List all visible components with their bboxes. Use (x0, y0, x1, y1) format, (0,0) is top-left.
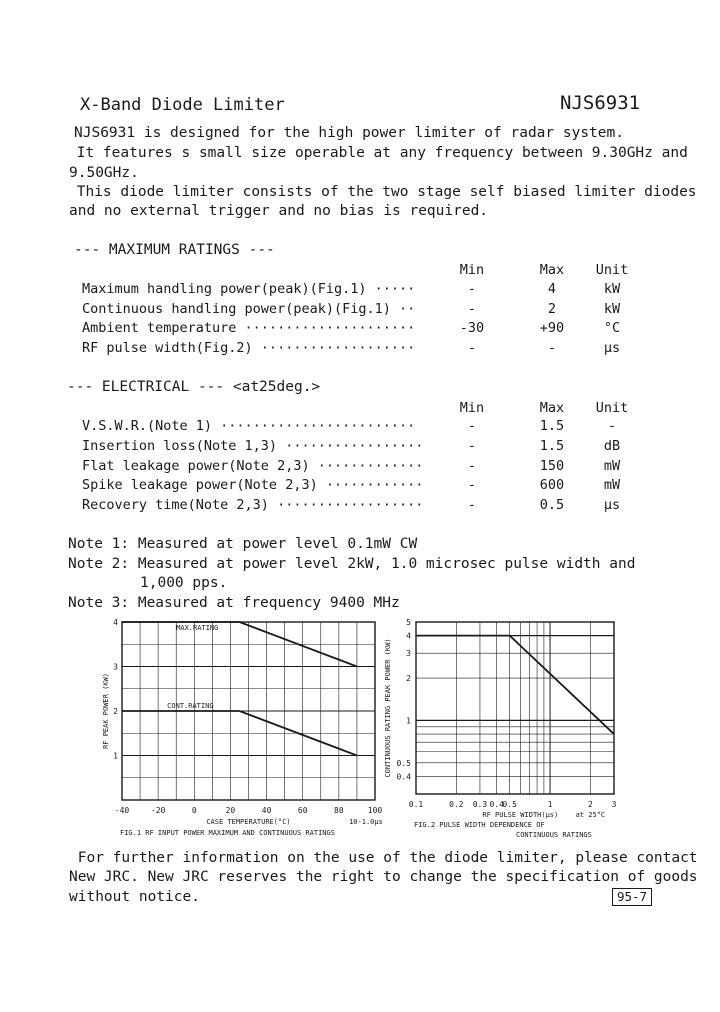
fig2-y-tick-label: 1 (406, 716, 411, 726)
fig2-y-tick-label: 4 (406, 631, 411, 641)
intro-line: It features s small size operable at any frequency between 9.30GHz and (68, 145, 688, 161)
param-max: +90 (539, 320, 565, 336)
param-max: 2 (547, 301, 557, 317)
fig2-chart (376, 612, 622, 848)
fig2-x-tick-label: 3 (611, 800, 617, 809)
electrical-header-row (82, 400, 652, 418)
fig1-y-tick-label: 2 (113, 707, 118, 716)
param-max: 1.5 (539, 438, 565, 454)
fig2-x-tick-label: 2 (587, 800, 593, 809)
param-max: 150 (539, 458, 565, 474)
max-rating-row (82, 340, 652, 358)
fig2-y-axis-label: CONTINUOUS RATING PEAK POWER (KW) (384, 638, 392, 778)
param-max: 0.5 (539, 497, 565, 513)
note-2-continued: 1,000 pps. (140, 575, 228, 591)
intro-line: This diode limiter consists of the two stage self biased limiter diodes (68, 184, 697, 200)
max-ratings-heading: --- MAXIMUM RATINGS --- (74, 242, 275, 258)
fig2-x-tick-label: 0.3 (472, 800, 488, 809)
fig1-x-tick-label: 100 (367, 806, 383, 815)
param-unit: mW (603, 477, 621, 493)
fig2-series-line (416, 636, 614, 734)
note-1: Note 1: Measured at power level 0.1mW CW (68, 536, 418, 552)
col-min: Min (459, 400, 485, 416)
fig1-y-tick-label: 4 (113, 618, 118, 627)
electrical-row (82, 438, 652, 456)
param-label: Continuous handling power(peak)(Fig.1) ·· (82, 301, 416, 317)
fig1-y-tick-label: 3 (113, 662, 118, 672)
col-max: Max (539, 262, 565, 278)
fig1-annotation: MAX.RATING (176, 624, 219, 632)
param-min: - (467, 458, 477, 474)
fig2-x-axis-label: RF PULSE WIDTH(μs) (482, 811, 559, 819)
param-min: - (467, 340, 477, 356)
param-max: 600 (539, 477, 565, 493)
param-min: - (467, 438, 477, 454)
fig2-y-tick-label: 2 (406, 674, 411, 684)
fig2-x-tick-label: 1 (547, 800, 553, 809)
fig1-chart (100, 612, 395, 844)
fig2-title-continued: CONTINUOUS RATINGS (516, 831, 592, 839)
param-unit: μs (603, 340, 621, 356)
part-number: NJS6931 (560, 92, 641, 114)
electrical-row (82, 458, 652, 476)
param-unit: mW (603, 458, 621, 474)
note-2: Note 2: Measured at power level 2kW, 1.0 microsec pulse width and (68, 556, 636, 572)
fig2-y-tick-label: 5 (406, 618, 411, 627)
param-label: Maximum handling power(peak)(Fig.1) ····· (82, 281, 416, 297)
fig1-x-tick-label: 20 (225, 806, 236, 815)
fig1-x-tick-label: 60 (297, 806, 308, 815)
footer-line: New JRC. New JRC reserves the right to change the specification of goods (69, 869, 698, 885)
param-unit: °C (603, 320, 621, 336)
param-label: RF pulse width(Fig.2) ··················· (82, 340, 416, 356)
fig1-title: FIG.1 RF INPUT POWER MAXIMUM AND CONTINUOUS RATINGS (120, 829, 335, 837)
fig1-y-tick-label: 1 (113, 751, 118, 761)
param-unit: μs (603, 497, 621, 513)
fig2-x-tick-label: 0.5 (502, 800, 517, 809)
fig2-y-tick-label: 0.5 (396, 758, 411, 768)
intro-line: 9.50GHz. (69, 165, 139, 181)
param-label: Recovery time(Note 2,3) ·················· (82, 497, 424, 513)
fig1-x-tick-label: 40 (261, 806, 272, 815)
electrical-row (82, 418, 652, 436)
param-min: - (467, 301, 477, 317)
col-unit: Unit (595, 400, 629, 416)
param-min: - (467, 497, 477, 513)
param-min: -30 (459, 320, 485, 336)
max-rating-row (82, 320, 652, 338)
note-3: Note 3: Measured at frequency 9400 MHz (68, 595, 400, 611)
param-unit: kW (603, 301, 621, 317)
fig2-x-tick-label: 0.1 (408, 800, 424, 809)
param-label: Insertion loss(Note 1,3) ················· (82, 438, 424, 454)
fig1-x-tick-label: -40 (114, 806, 130, 815)
fig2-y-tick-label: 3 (406, 649, 411, 659)
col-unit: Unit (595, 262, 629, 278)
footer-line: For further information on the use of the diode limiter, please contact (69, 850, 698, 866)
param-min: - (467, 418, 477, 434)
intro-line: and no external trigger and no bias is required. (69, 203, 489, 219)
fig1-x-tick-label: 0 (191, 806, 197, 815)
max-rating-row (82, 281, 652, 299)
col-max: Max (539, 400, 565, 416)
fig1-x-axis-label: CASE TEMPERATURE(°C) (206, 818, 291, 826)
param-label: Spike leakage power(Note 2,3) ············ (82, 477, 424, 493)
fig2-plot-frame (416, 622, 614, 794)
intro-line: NJS6931 is designed for the high power limiter of radar system. (74, 125, 624, 141)
fig1-annotation: CONT.RATING (167, 702, 214, 710)
max-ratings-header-row (82, 262, 652, 280)
fig1-x-tick-label: 80 (334, 806, 344, 815)
param-unit: dB (603, 438, 621, 454)
max-rating-row (82, 301, 652, 319)
param-unit: - (607, 418, 617, 434)
param-label: Flat leakage power(Note 2,3) ············· (82, 458, 424, 474)
param-min: - (467, 477, 477, 493)
param-max: 1.5 (539, 418, 565, 434)
param-max: 4 (547, 281, 557, 297)
fig1-x-tick-label: -20 (150, 806, 166, 815)
fig1-y-axis-label: RF PEAK POWER (KW) (102, 673, 110, 749)
fig2-x-note: at 25°C (575, 811, 606, 819)
param-max: - (547, 340, 557, 356)
fig2-title: FIG.2 PULSE WIDTH DEPENDENCE OF (414, 821, 545, 829)
document-title: X-Band Diode Limiter (80, 95, 285, 115)
param-label: V.S.W.R.(Note 1) ························ (82, 418, 416, 434)
fig2-y-tick-label: 0.4 (396, 772, 411, 782)
footer-line: without notice. (69, 889, 200, 905)
col-min: Min (459, 262, 485, 278)
param-label: Ambient temperature ····················· (82, 320, 416, 336)
fig2-x-tick-label: 0.4 (489, 800, 504, 809)
param-unit: kW (603, 281, 621, 297)
electrical-heading: --- ELECTRICAL --- <at25deg.> (67, 379, 321, 395)
electrical-row (82, 477, 652, 495)
electrical-row (82, 497, 652, 515)
fig1-x-note: 10-1.0μs (349, 818, 383, 826)
fig2-x-tick-label: 0.2 (449, 800, 464, 809)
param-min: - (467, 281, 477, 297)
page-number: 95-7 (612, 888, 652, 906)
